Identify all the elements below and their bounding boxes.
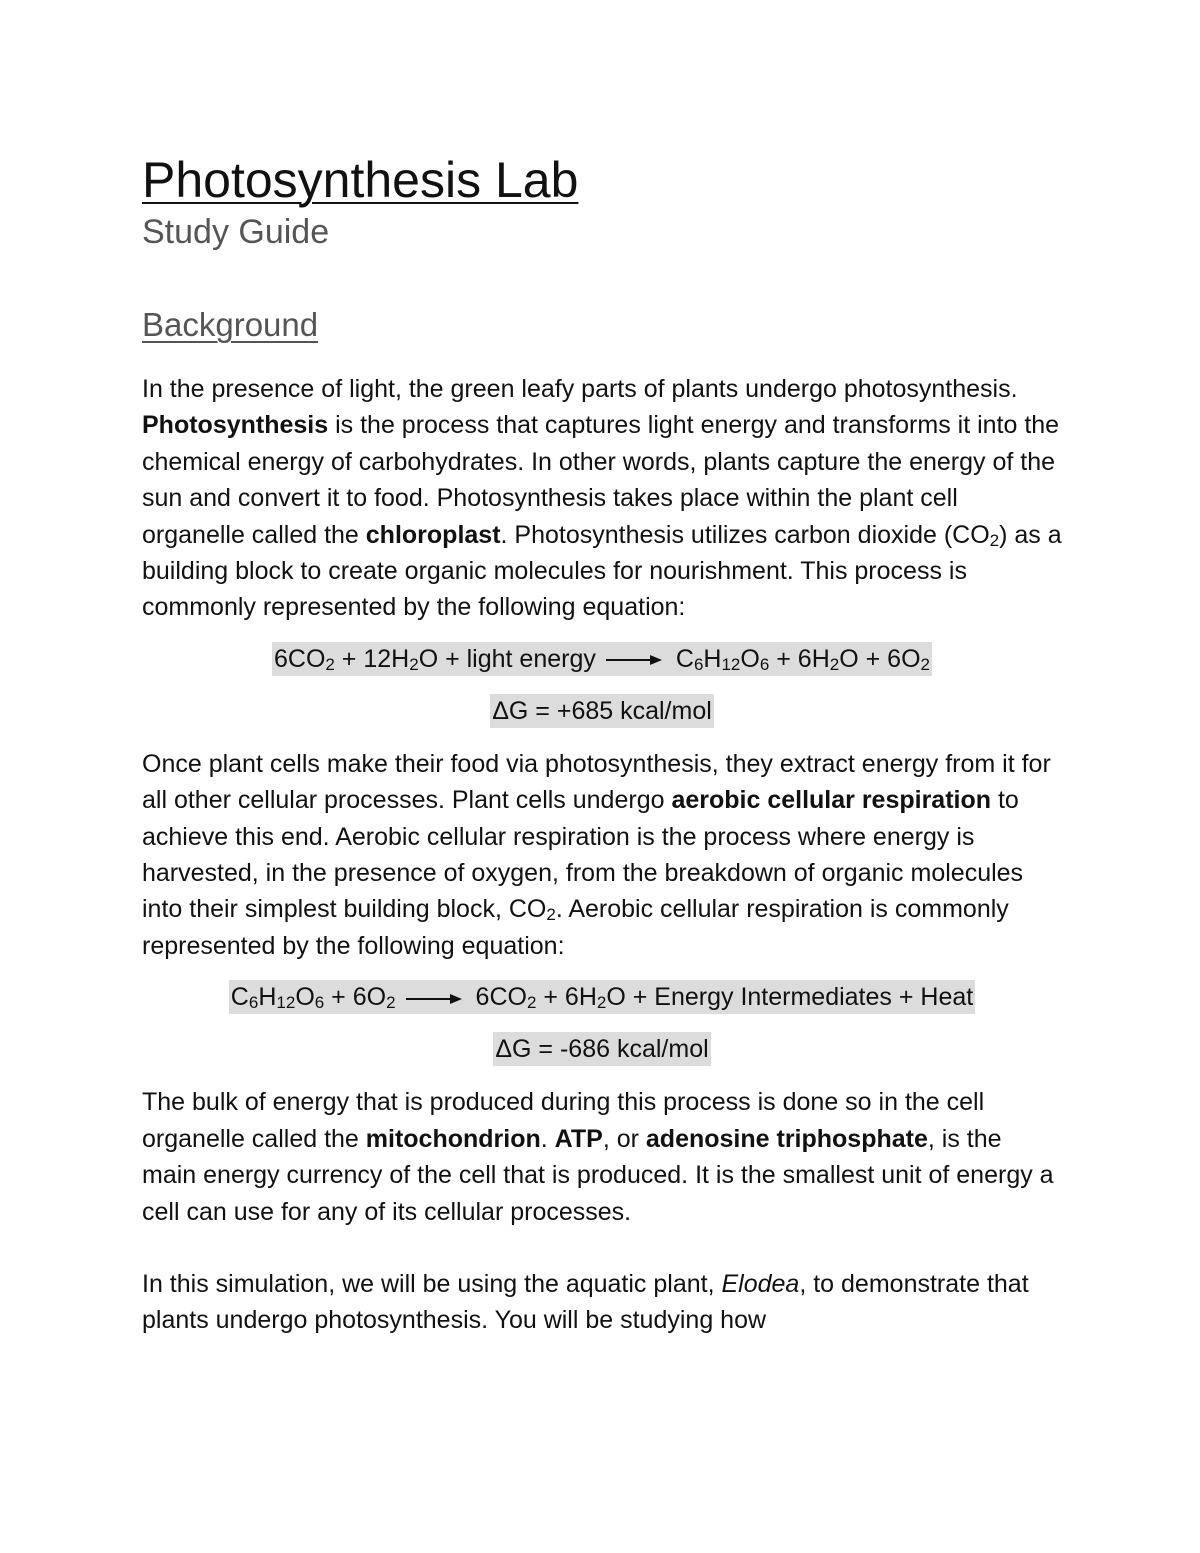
photosynthesis-equation-row xyxy=(142,642,1062,676)
respiration-delta-g-row xyxy=(142,1032,1062,1066)
reaction-arrow-icon xyxy=(604,653,664,667)
respiration-equation-row xyxy=(142,980,1062,1014)
photosynthesis-delta-g: ΔG = +685 kcal/mol xyxy=(490,694,714,728)
paragraph-respiration: Once plant cells make their food via photosynthesis, they extract energy from it for all other cellular processes. Plant cells undergo aerobic cellular respiration to achieve this end. Aerobic cellular respiration is the process where energy is harvested, in the presence of oxygen, from the breakdown of organic molecules into their simplest building block, $CO_2$. Aerobic cellular respiration is commonly represented by the following equation: xyxy=(142,749,1051,960)
term-mitochondrion: mitochondrion xyxy=(365,1124,541,1153)
paragraph-atp: The bulk of energy that is produced during this process is done so in the cell organelle called the mitochondrion. ATP, or adenosine triphosphate, is the main energy currency of the cell that is produced. It is the smallest unit of energy a cell can use for any of its cellular processes. xyxy=(142,1088,1054,1226)
term-atp: ATP xyxy=(554,1124,603,1153)
document-content xyxy=(142,150,1062,1339)
photosynthesis-delta-g-row xyxy=(142,694,1062,728)
respiration-delta-g: ΔG = -686 kcal/mol xyxy=(493,1032,710,1066)
respiration-equation: $C_6H_{12}O_6 + 6O_2$ $6CO_2 + 6H_2O$ + Energy Intermediates + Heat xyxy=(229,980,975,1014)
page-title: Photosynthesis Lab xyxy=(142,152,579,208)
term-photosynthesis: Photosynthesis xyxy=(142,411,329,440)
term-aerobic-respiration: aerobic cellular respiration xyxy=(671,786,992,815)
paragraph-photosynthesis: In the presence of light, the green leafy parts of plants undergo photosynthesis. Photosynthesis is the process that captures light energy and transforms it into the chemical energy of carbohydrates. In other words, plants capture the energy of the sun and convert it to food. Photosynthesis takes place within the plant cell organelle called the chloroplast. Photosynthesis utilizes carbon dioxide $(CO_2)$ as a building block to create organic molecules for nourishment. This process is commonly represented by the following equation: xyxy=(142,375,1062,622)
photosynthesis-equation: $6CO_2 + 12H_2O$ + light energy $C_6H_{12}O_6 + 6H_2O + 6O_2$ xyxy=(272,642,932,676)
page-subtitle: Study Guide xyxy=(142,213,330,251)
reaction-arrow-icon xyxy=(404,992,464,1006)
term-adenosine-triphosphate: adenosine triphosphate xyxy=(645,1124,928,1153)
paragraph-simulation: In this simulation, we will be using the aquatic plant, Elodea, to demonstrate that plants undergo photosynthesis. You will be studying how xyxy=(142,1269,1029,1335)
term-elodea: Elodea xyxy=(721,1269,800,1298)
section-heading-background: Background xyxy=(142,306,319,343)
term-chloroplast: chloroplast xyxy=(365,520,501,549)
